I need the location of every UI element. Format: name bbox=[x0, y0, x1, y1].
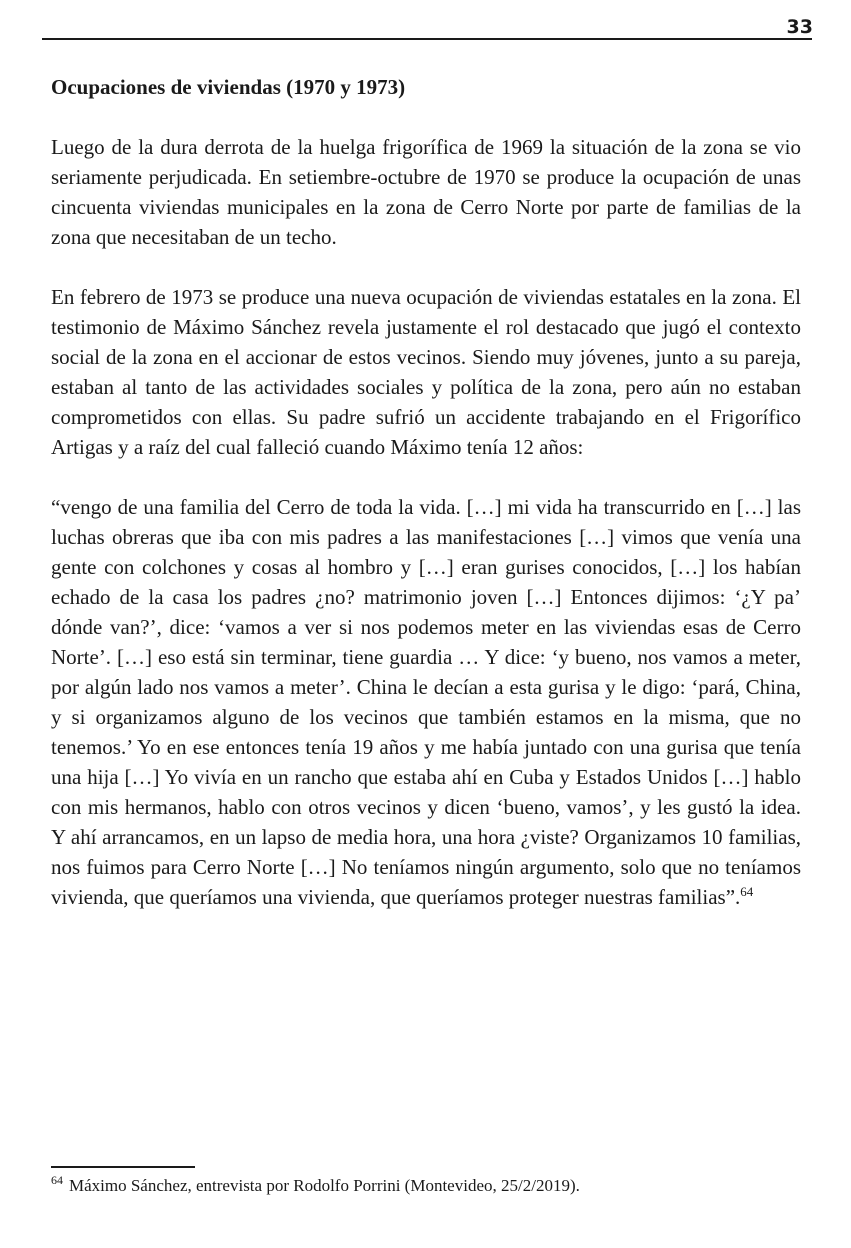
header-rule bbox=[42, 38, 812, 40]
page-number: 33 bbox=[786, 16, 813, 38]
footnote-rule bbox=[51, 1166, 195, 1168]
footnote-text: Máximo Sánchez, entrevista por Rodolfo Porrini (Montevideo, 25/2/2019). bbox=[69, 1176, 580, 1195]
footnote-number: 64 bbox=[51, 1173, 63, 1188]
paragraph-2: En febrero de 1973 se produce una nueva ocupación de viviendas estatales en la zona. El testimonio de Máximo Sánchez revela justamente el rol destacado que jugó el contexto social de la zona en el accionar de estos vecinos. Siendo muy jóvenes, junto a su pareja, estaban al tanto de las actividades sociales y política de la zona, pero aún no estaban comprometidos con ellas. Su padre sufrió un accidente trabajando en el Frigorífico Artigas y a raíz del cual falleció cuando Máximo tenía 12 años: bbox=[51, 285, 801, 459]
quote-text: “vengo de una familia del Cerro de toda la vida. […] mi vida ha transcurrido en […] las luchas obreras que iba con mis padres a las manifestaciones […] vimos que venía una gente con colchones y cosas al hombro y […] eran gurises conocidos, […] los habían echado de la casa los padres ¿no? matrimonio joven […] Entonces dijimos: ‘¿Y pa’ dónde van?’, dice: ‘vamos a ver si nos podemos meter en las viviendas esas de Cerro Norte’. […] eso está sin terminar, tiene guardia … Y dice: ‘y bueno, nos vamos a meter, por algún lado nos vamos a meter’. China le decían a esta gurisa y le digo: ‘pará, China, y si organizamos alguno de los vecinos que también estamos en la misma, que no tenemos.’ Yo en ese entonces tenía 19 años y me había juntado con una gurisa que tenía una hija […] Yo vivía en un rancho que estaba ahí en Cuba y Estados Unidos […] hablo con mis hermanos, hablo con otros vecinos y dicen ‘bueno, vamos’, y les gustó la idea. Y ahí arrancamos, en un lapso de media hora, una hora ¿viste? Organizamos 10 familias, nos fuimos para Cerro Norte […] No teníamos ningún argumento, solo que no teníamos vivienda, que queríamos una vivienda, que queríamos proteger nuestras familias”. bbox=[51, 495, 801, 909]
paragraph-1: Luego de la dura derrota de la huelga frigorífica de 1969 la situación de la zona se vio seriamente perjudicada. En setiembre-octubre de 1970 se produce la ocupación de unas cincuenta viviendas municipales en la zona de Cerro Norte por parte de familias de la zona que necesitaban de un techo. bbox=[51, 135, 801, 249]
testimony-quote bbox=[51, 492, 801, 912]
footnote bbox=[51, 1174, 811, 1198]
footnote-reference[interactable]: 64 bbox=[740, 884, 754, 899]
page-content bbox=[51, 72, 801, 942]
section-title: Ocupaciones de viviendas (1970 y 1973) bbox=[51, 75, 406, 99]
